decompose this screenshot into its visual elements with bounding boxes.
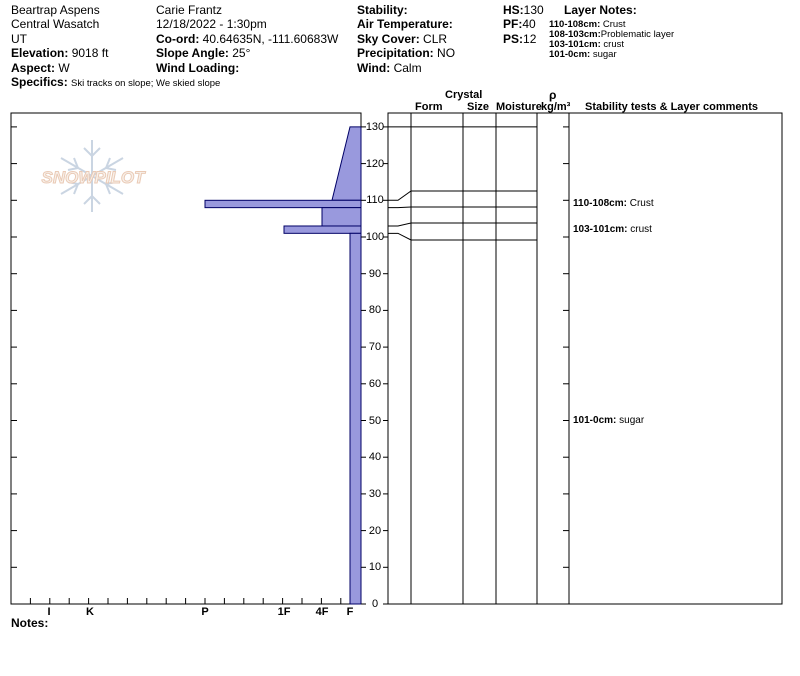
- observer-name: Carie Frantz: [156, 3, 223, 17]
- col-moisture: Moisture: [496, 101, 542, 113]
- comment-text: Crust: [629, 197, 654, 209]
- hardness-layer: [205, 200, 361, 207]
- left-tick-marks: [11, 127, 17, 604]
- layer-note-range: 101-0cm:: [549, 49, 591, 60]
- sky-label: Sky Cover:: [357, 32, 420, 46]
- layer-note-text: crust: [603, 39, 624, 50]
- layer-note-text: sugar: [592, 49, 617, 60]
- layer-comment: [573, 198, 654, 210]
- site-name: Beartrap Aspens: [11, 3, 100, 17]
- logo-text: SNOWPILOT: [41, 168, 145, 187]
- layer-table-frame: [388, 113, 782, 604]
- comment-range: 101-0cm:: [573, 414, 617, 426]
- notes-label: Notes:: [11, 616, 49, 630]
- slope-label: Slope Angle:: [156, 46, 229, 60]
- comment-text: sugar: [619, 414, 645, 426]
- col-density-unit: kg/m³: [541, 101, 571, 113]
- wind-label: Wind:: [357, 61, 391, 75]
- site-state: UT: [11, 32, 27, 46]
- col-stability-comments: Stability tests & Layer comments: [585, 101, 759, 113]
- x-tick-label: 1F: [277, 606, 291, 618]
- hardness-layer: [322, 208, 361, 226]
- elevation-value: 9018 ft: [71, 46, 109, 60]
- layer-comment: [573, 224, 652, 236]
- comment-range: 110-108cm:: [573, 197, 627, 209]
- y-tick-label: 40: [368, 451, 382, 464]
- y-tick-label: 0: [371, 598, 379, 610]
- slope-value: 25°: [232, 46, 251, 60]
- x-tick-label: 4F: [315, 606, 329, 618]
- layer-note-range: 110-108cm:: [549, 19, 601, 30]
- pf-label: PF:: [503, 17, 523, 31]
- snowpilot-logo: [42, 140, 147, 212]
- hardness-layer: [284, 226, 361, 233]
- air-temp-label: Air Temperature:: [357, 17, 453, 31]
- coord-value: 40.64635N, -111.60683W: [202, 32, 339, 46]
- y-tick-label: 30: [368, 487, 382, 500]
- coord-label: Co-ord:: [156, 32, 200, 46]
- x-tick-label: P: [201, 606, 209, 618]
- wind-value: Calm: [393, 61, 422, 75]
- col-form: Form: [415, 101, 443, 113]
- x-tick-label: K: [86, 606, 94, 618]
- precip-label: Precipitation:: [357, 46, 434, 60]
- hardness-layers: [205, 127, 361, 604]
- layer-comment: [573, 415, 644, 427]
- wind-loading-label: Wind Loading:: [156, 61, 240, 75]
- aspect-label: Aspect:: [11, 61, 56, 75]
- col-crystal: Crystal: [445, 89, 483, 101]
- pf-value: 40: [522, 17, 536, 31]
- sky-value: CLR: [423, 32, 448, 46]
- x-tick-label: F: [346, 606, 354, 618]
- ps-value: 12: [523, 32, 537, 46]
- stability-label: Stability:: [357, 3, 408, 17]
- col-size: Size: [467, 101, 490, 113]
- y-tick-label: 80: [368, 304, 382, 317]
- col-rho: ρ: [549, 88, 557, 102]
- y-tick-label: 110: [366, 194, 384, 207]
- y-tick-label: 70: [368, 341, 382, 354]
- y-tick-label: 130: [365, 120, 385, 133]
- layer-note-range: 108-103cm:: [549, 29, 601, 40]
- hs-label: HS:: [503, 3, 524, 17]
- layer-note-range: 103-101cm:: [549, 39, 601, 50]
- site-range: Central Wasatch: [11, 17, 100, 31]
- comment-range: 103-101cm:: [573, 223, 628, 235]
- ps-label: PS:: [503, 32, 524, 46]
- hs-value: 130: [523, 3, 544, 17]
- elevation-label: Elevation:: [11, 46, 69, 60]
- hardness-layer: [332, 127, 361, 200]
- specifics-label: Specifics:: [11, 75, 68, 89]
- aspect-value: W: [58, 61, 70, 75]
- y-tick-label: 100: [365, 231, 385, 243]
- y-tick-label: 50: [368, 414, 382, 427]
- precip-value: NO: [437, 46, 456, 60]
- y-tick-label: 90: [368, 267, 382, 280]
- comment-text: crust: [630, 223, 652, 235]
- y-tick-label: 120: [365, 157, 385, 170]
- y-tick-label: 10: [368, 561, 382, 574]
- layer-note-text: Problematic layer: [600, 29, 675, 40]
- observation-datetime: 12/18/2022 - 1:30pm: [156, 17, 267, 31]
- y-tick-label: 60: [368, 377, 382, 390]
- depth-tick-marks: [361, 127, 569, 604]
- x-tick-label: I: [47, 606, 51, 618]
- specifics-value: Ski tracks on slope; We skied slope: [71, 78, 221, 89]
- layer-notes-title: Layer Notes:: [564, 3, 637, 17]
- y-tick-label: 20: [368, 524, 382, 537]
- layer-note-text: Crust: [602, 19, 626, 30]
- bottom-tick-marks: [11, 598, 360, 604]
